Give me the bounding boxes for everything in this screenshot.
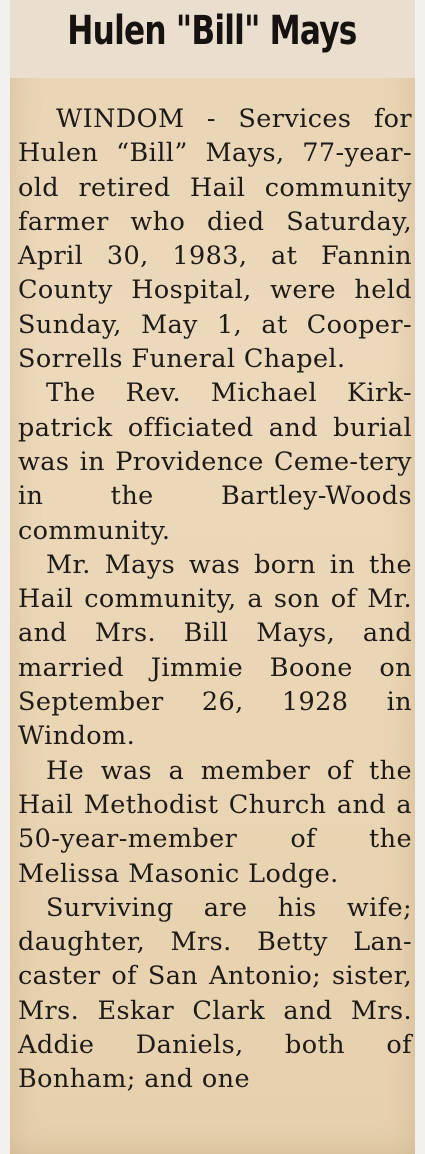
article-body [18, 102, 412, 1097]
paragraph-survivors: Surviving are his wife; daughter, Mrs. Betty Lan-caster of San Antonio; sister, Mrs. Eskar Clark and Mrs. Addie Daniels, both of Bonham; and one [18, 892, 412, 1095]
paragraph-burial: The Rev. Michael Kirk-patrick officiated and burial was in Providence Ceme-tery in the Bartley-Woods community. [18, 378, 412, 546]
headline: Hulen "Bill" Mays [67, 8, 357, 54]
paragraph-services: WINDOM - Services for Hulen “Bill” Mays, 77-year-old retired Hail community farmer who died Saturday, April 30, 1983, at Fannin County Hospital, were held Sunday, May 1, at Cooper-Sorrells Funeral Chapel. [18, 104, 412, 375]
paragraph-memberships: He was a member of the Hail Methodist Church and a 50-year-member of the Melissa Masonic Lodge. [18, 755, 412, 889]
newspaper-clipping [10, 0, 415, 1154]
paragraph-biography: Mr. Mays was born in the Hail community, a son of Mr. and Mrs. Bill Mays, and married Jimmie Boone on September 26, 1928 in Windom. [18, 549, 412, 752]
